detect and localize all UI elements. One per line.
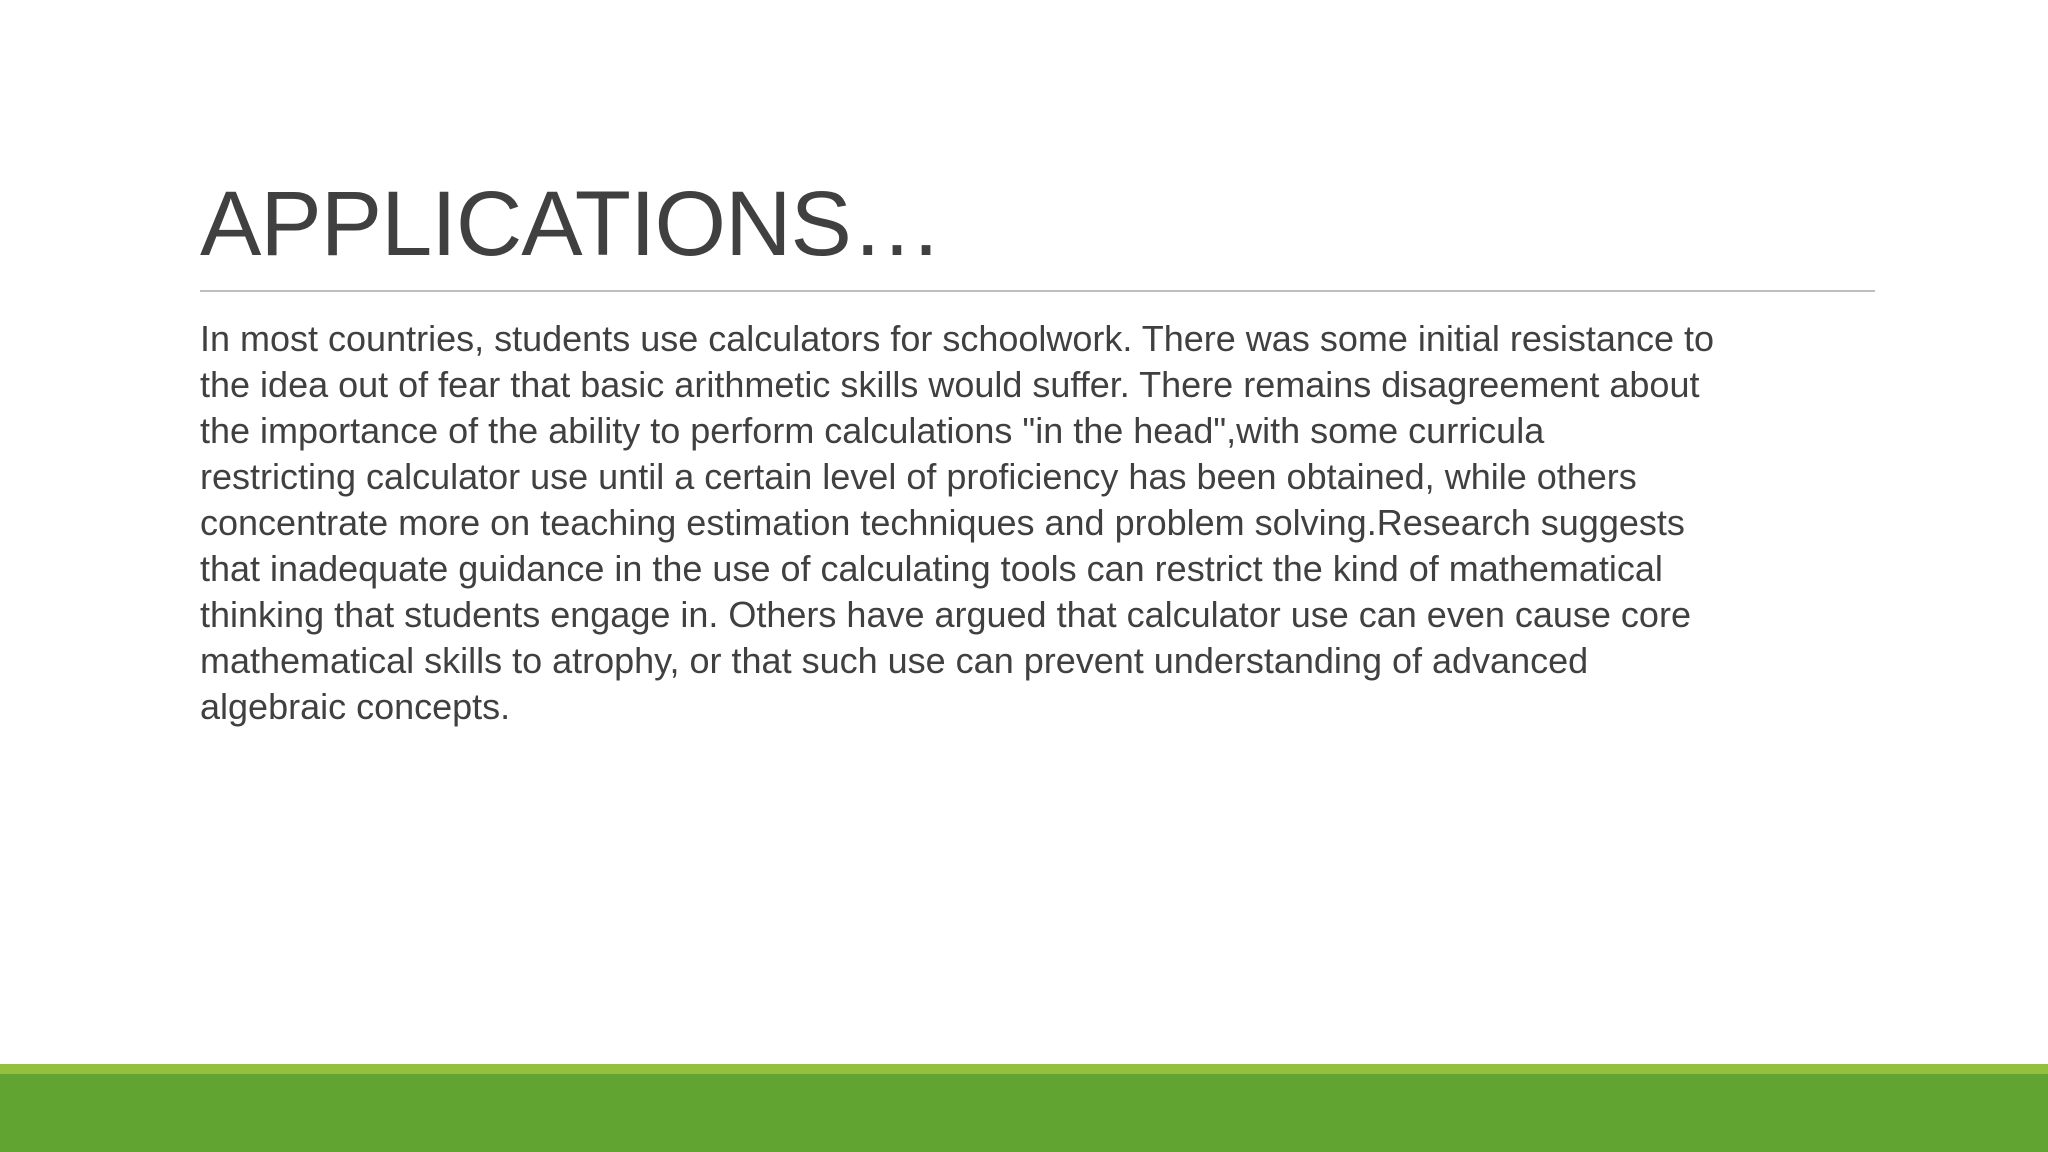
- footer-accent-stripe: [0, 1064, 2048, 1074]
- body-line: algebraic concepts.: [200, 686, 511, 727]
- body-line: In most countries, students use calculators for schoolwork. There was some initial resistance to: [200, 318, 1715, 359]
- body-line: restricting calculator use until a certain level of proficiency has been obtained, while others: [200, 456, 1637, 497]
- body-line: thinking that students engage in. Others have argued that calculator use can even cause core: [200, 594, 1691, 635]
- title-divider: [200, 290, 1875, 292]
- body-line: the idea out of fear that basic arithmetic skills would suffer. There remains disagreement about: [200, 364, 1700, 405]
- slide-body-text: [200, 316, 1880, 730]
- footer-band: [0, 1074, 2048, 1152]
- body-line: that inadequate guidance in the use of calculating tools can restrict the kind of mathematical: [200, 548, 1663, 589]
- body-line: concentrate more on teaching estimation techniques and problem solving.Research suggests: [200, 502, 1685, 543]
- slide-title: APPLICATIONS…: [200, 173, 942, 275]
- body-line: the importance of the ability to perform calculations "in the head",with some curricula: [200, 410, 1545, 451]
- body-line: mathematical skills to atrophy, or that such use can prevent understanding of advanced: [200, 640, 1589, 681]
